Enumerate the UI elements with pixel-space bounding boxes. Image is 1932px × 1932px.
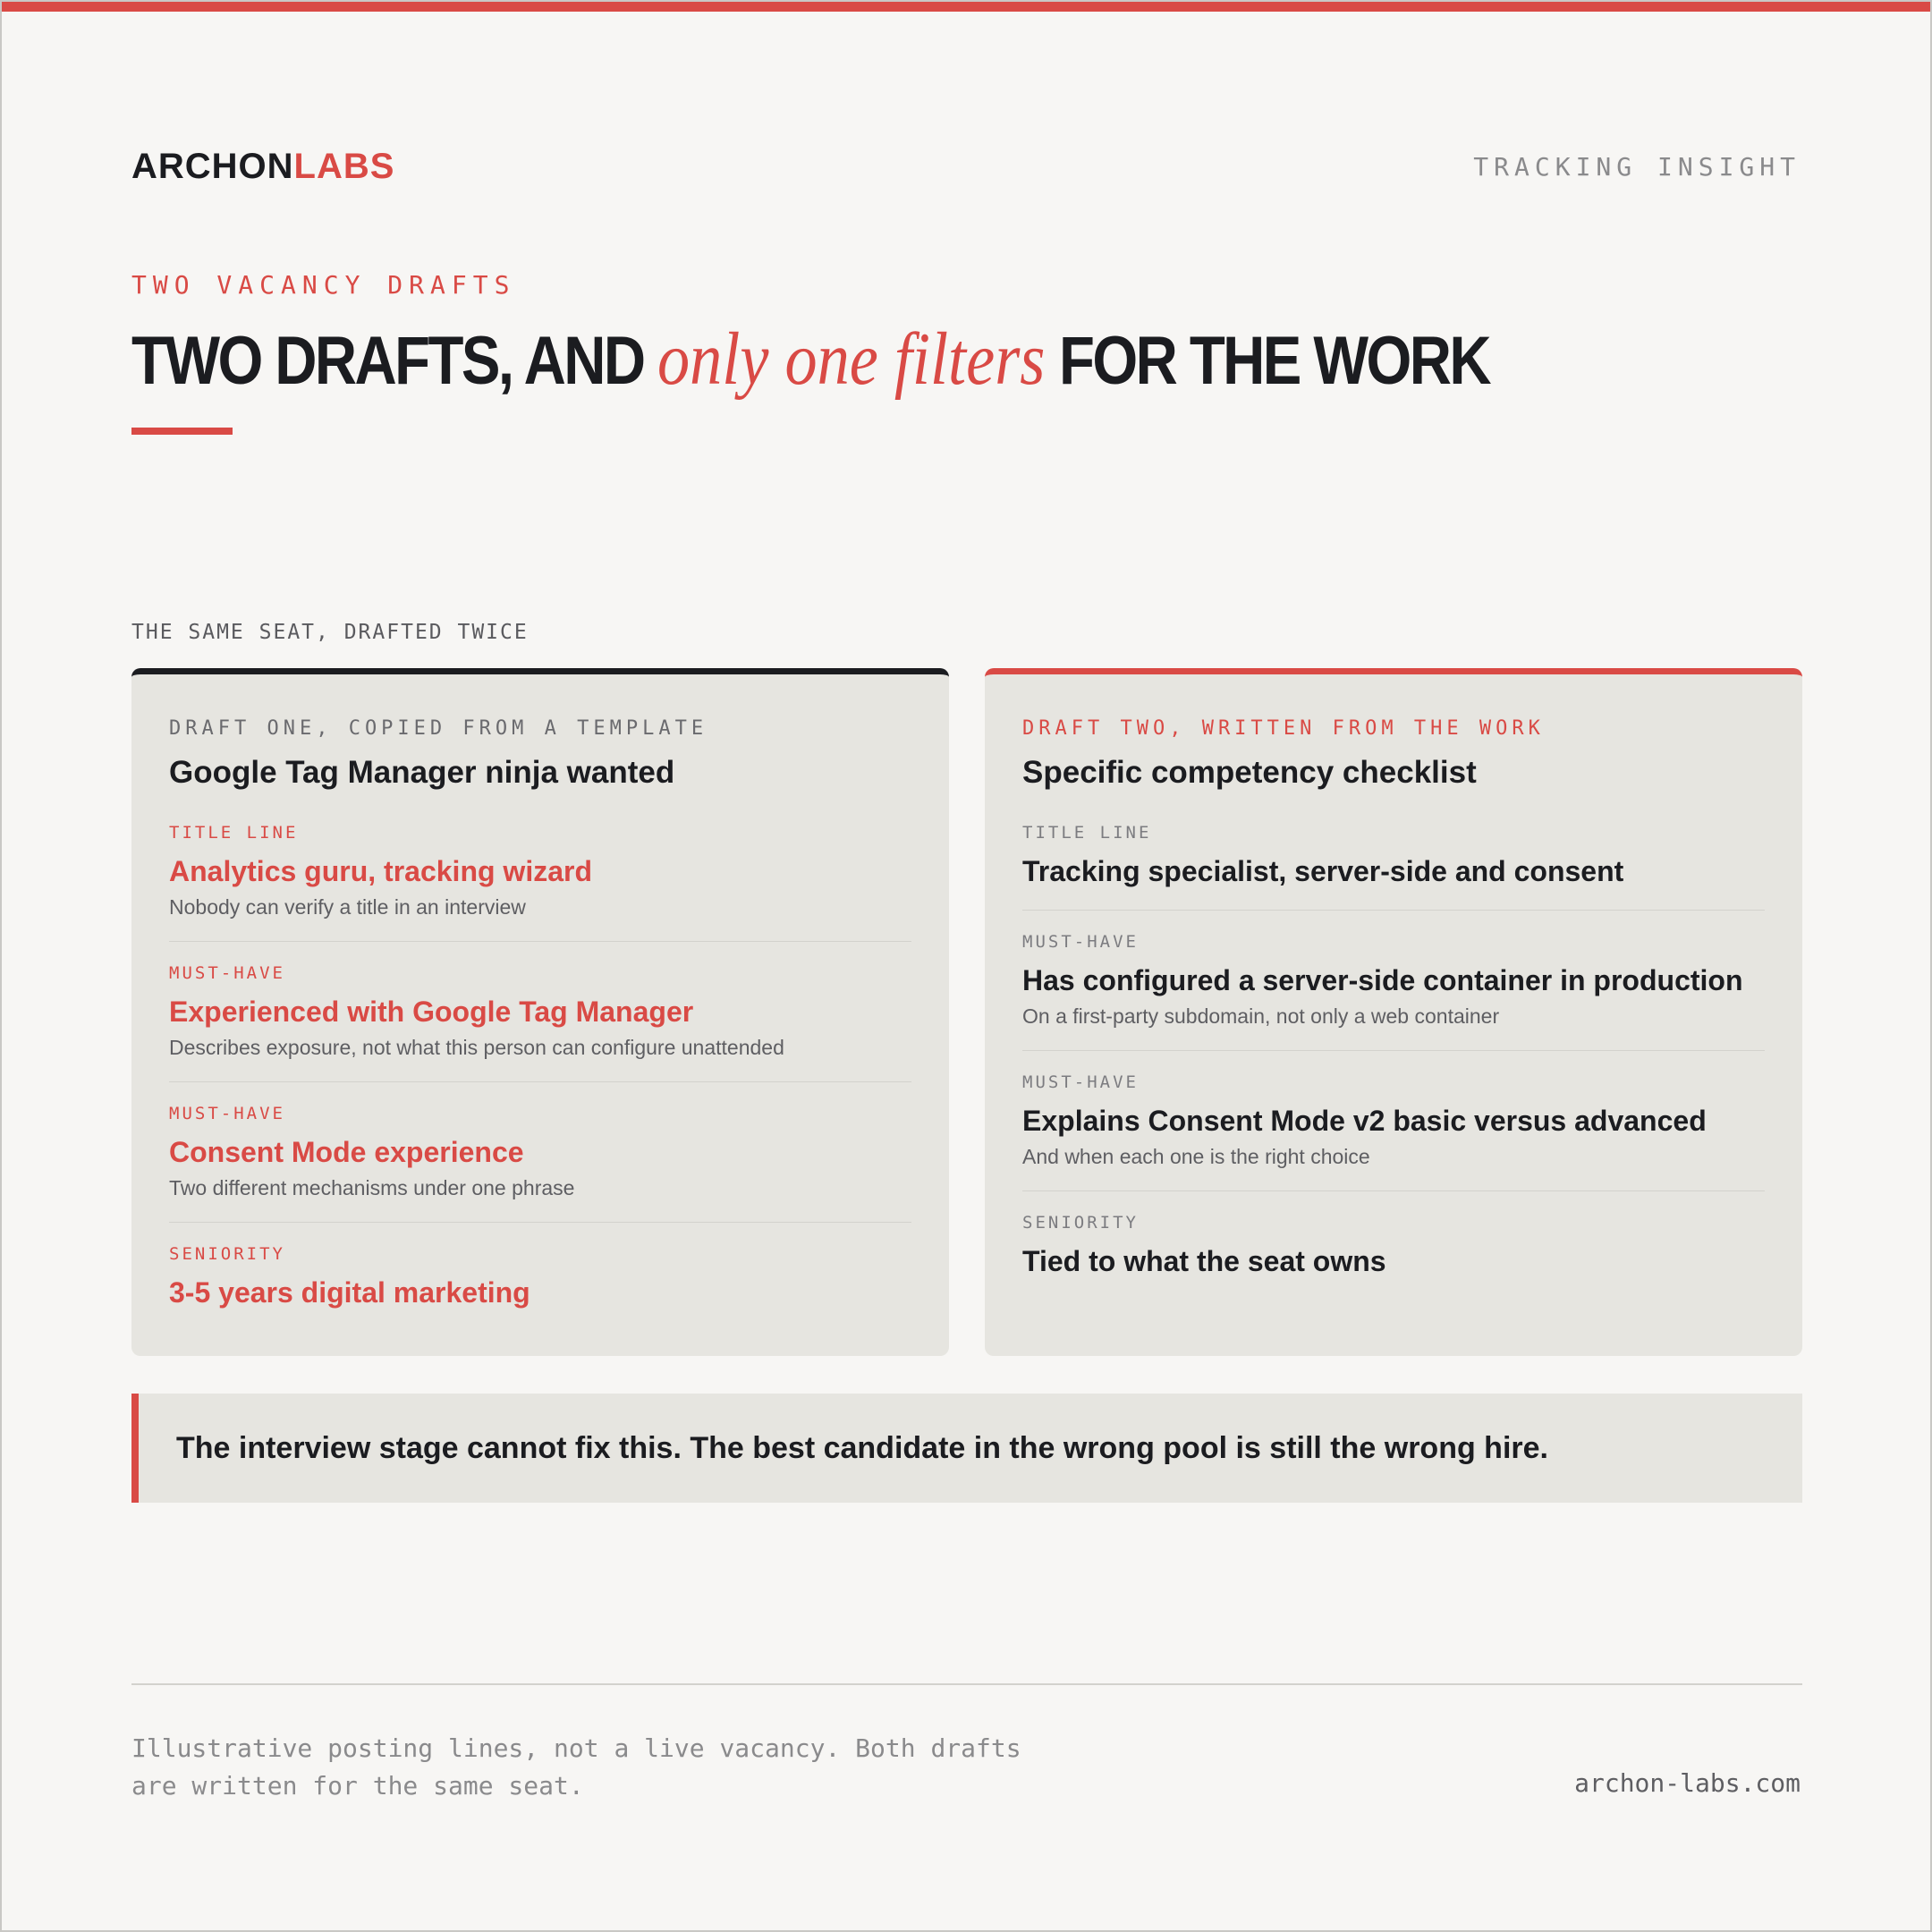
item-label: MUST-HAVE	[1022, 1072, 1139, 1092]
item-label: TITLE LINE	[169, 823, 299, 843]
pull-quote-text: The interview stage cannot fix this. The best candidate in the wrong pool is still the wrong hire.	[176, 1430, 1548, 1465]
draft-one-card	[131, 668, 949, 1356]
headline-underline	[131, 428, 233, 435]
footer-url[interactable]: archon-labs.com	[1574, 1768, 1801, 1798]
item-note: And when each one is the right choice	[1022, 1145, 1370, 1168]
draft-two-card	[985, 668, 1802, 1356]
list-item	[169, 1244, 911, 1331]
item-label: SENIORITY	[169, 1244, 285, 1264]
item-main: Explains Consent Mode v2 basic versus advanced	[1022, 1105, 1707, 1137]
card-kicker: DRAFT ONE, COPIED FROM A TEMPLATE	[169, 717, 708, 740]
card-title: Google Tag Manager ninja wanted	[169, 755, 675, 790]
item-main: Has configured a server-side container in production	[1022, 964, 1743, 996]
item-main: 3-5 years digital marketing	[169, 1276, 530, 1309]
accent-top-bar	[2, 2, 1930, 12]
footer-note: Illustrative posting lines, not a live vacancy. Both drafts are written for the same seat.	[131, 1733, 1021, 1801]
item-main: Tracking specialist, server-side and consent	[1022, 855, 1624, 887]
item-label: MUST-HAVE	[169, 963, 285, 983]
item-label: MUST-HAVE	[1022, 932, 1139, 952]
item-label: SENIORITY	[1022, 1213, 1139, 1233]
footer-divider	[131, 1683, 1802, 1685]
item-main: Experienced with Google Tag Manager	[169, 996, 694, 1028]
series-tag: TRACKING INSIGHT	[1473, 152, 1801, 182]
list-item	[1022, 1072, 1765, 1191]
list-item	[169, 1104, 911, 1223]
pull-quote	[131, 1394, 1802, 1503]
item-note: Nobody can verify a title in an interview	[169, 895, 526, 919]
headline-start: TWO DRAFTS, AND	[131, 323, 644, 399]
card-title: Specific competency checklist	[1022, 755, 1477, 790]
logo-part-archon: ARCHON	[131, 147, 294, 186]
card-kicker: DRAFT TWO, WRITTEN FROM THE WORK	[1022, 717, 1545, 740]
eyebrow: TWO VACANCY DRAFTS	[131, 270, 516, 300]
list-item	[1022, 932, 1765, 1051]
item-note: Describes exposure, not what this person can configure unattended	[169, 1036, 784, 1059]
list-item	[1022, 823, 1765, 911]
item-main: Consent Mode experience	[169, 1136, 524, 1168]
item-main: Analytics guru, tracking wizard	[169, 855, 592, 887]
logo-part-labs: LABS	[293, 147, 395, 186]
list-item	[169, 963, 911, 1082]
brand-logo	[131, 147, 394, 187]
headline-end: FOR THE WORK	[1059, 323, 1489, 399]
item-main: Tied to what the seat owns	[1022, 1245, 1386, 1277]
page-title	[131, 317, 1489, 404]
headline-italic: only one filters	[657, 318, 1046, 401]
list-item	[1022, 1213, 1765, 1300]
item-label: TITLE LINE	[1022, 823, 1152, 843]
item-note: On a first-party subdomain, not only a web container	[1022, 1004, 1500, 1028]
item-note: Two different mechanisms under one phrase	[169, 1176, 575, 1199]
list-item	[169, 823, 911, 942]
section-label: THE SAME SEAT, DRAFTED TWICE	[131, 621, 529, 644]
item-label: MUST-HAVE	[169, 1104, 285, 1123]
